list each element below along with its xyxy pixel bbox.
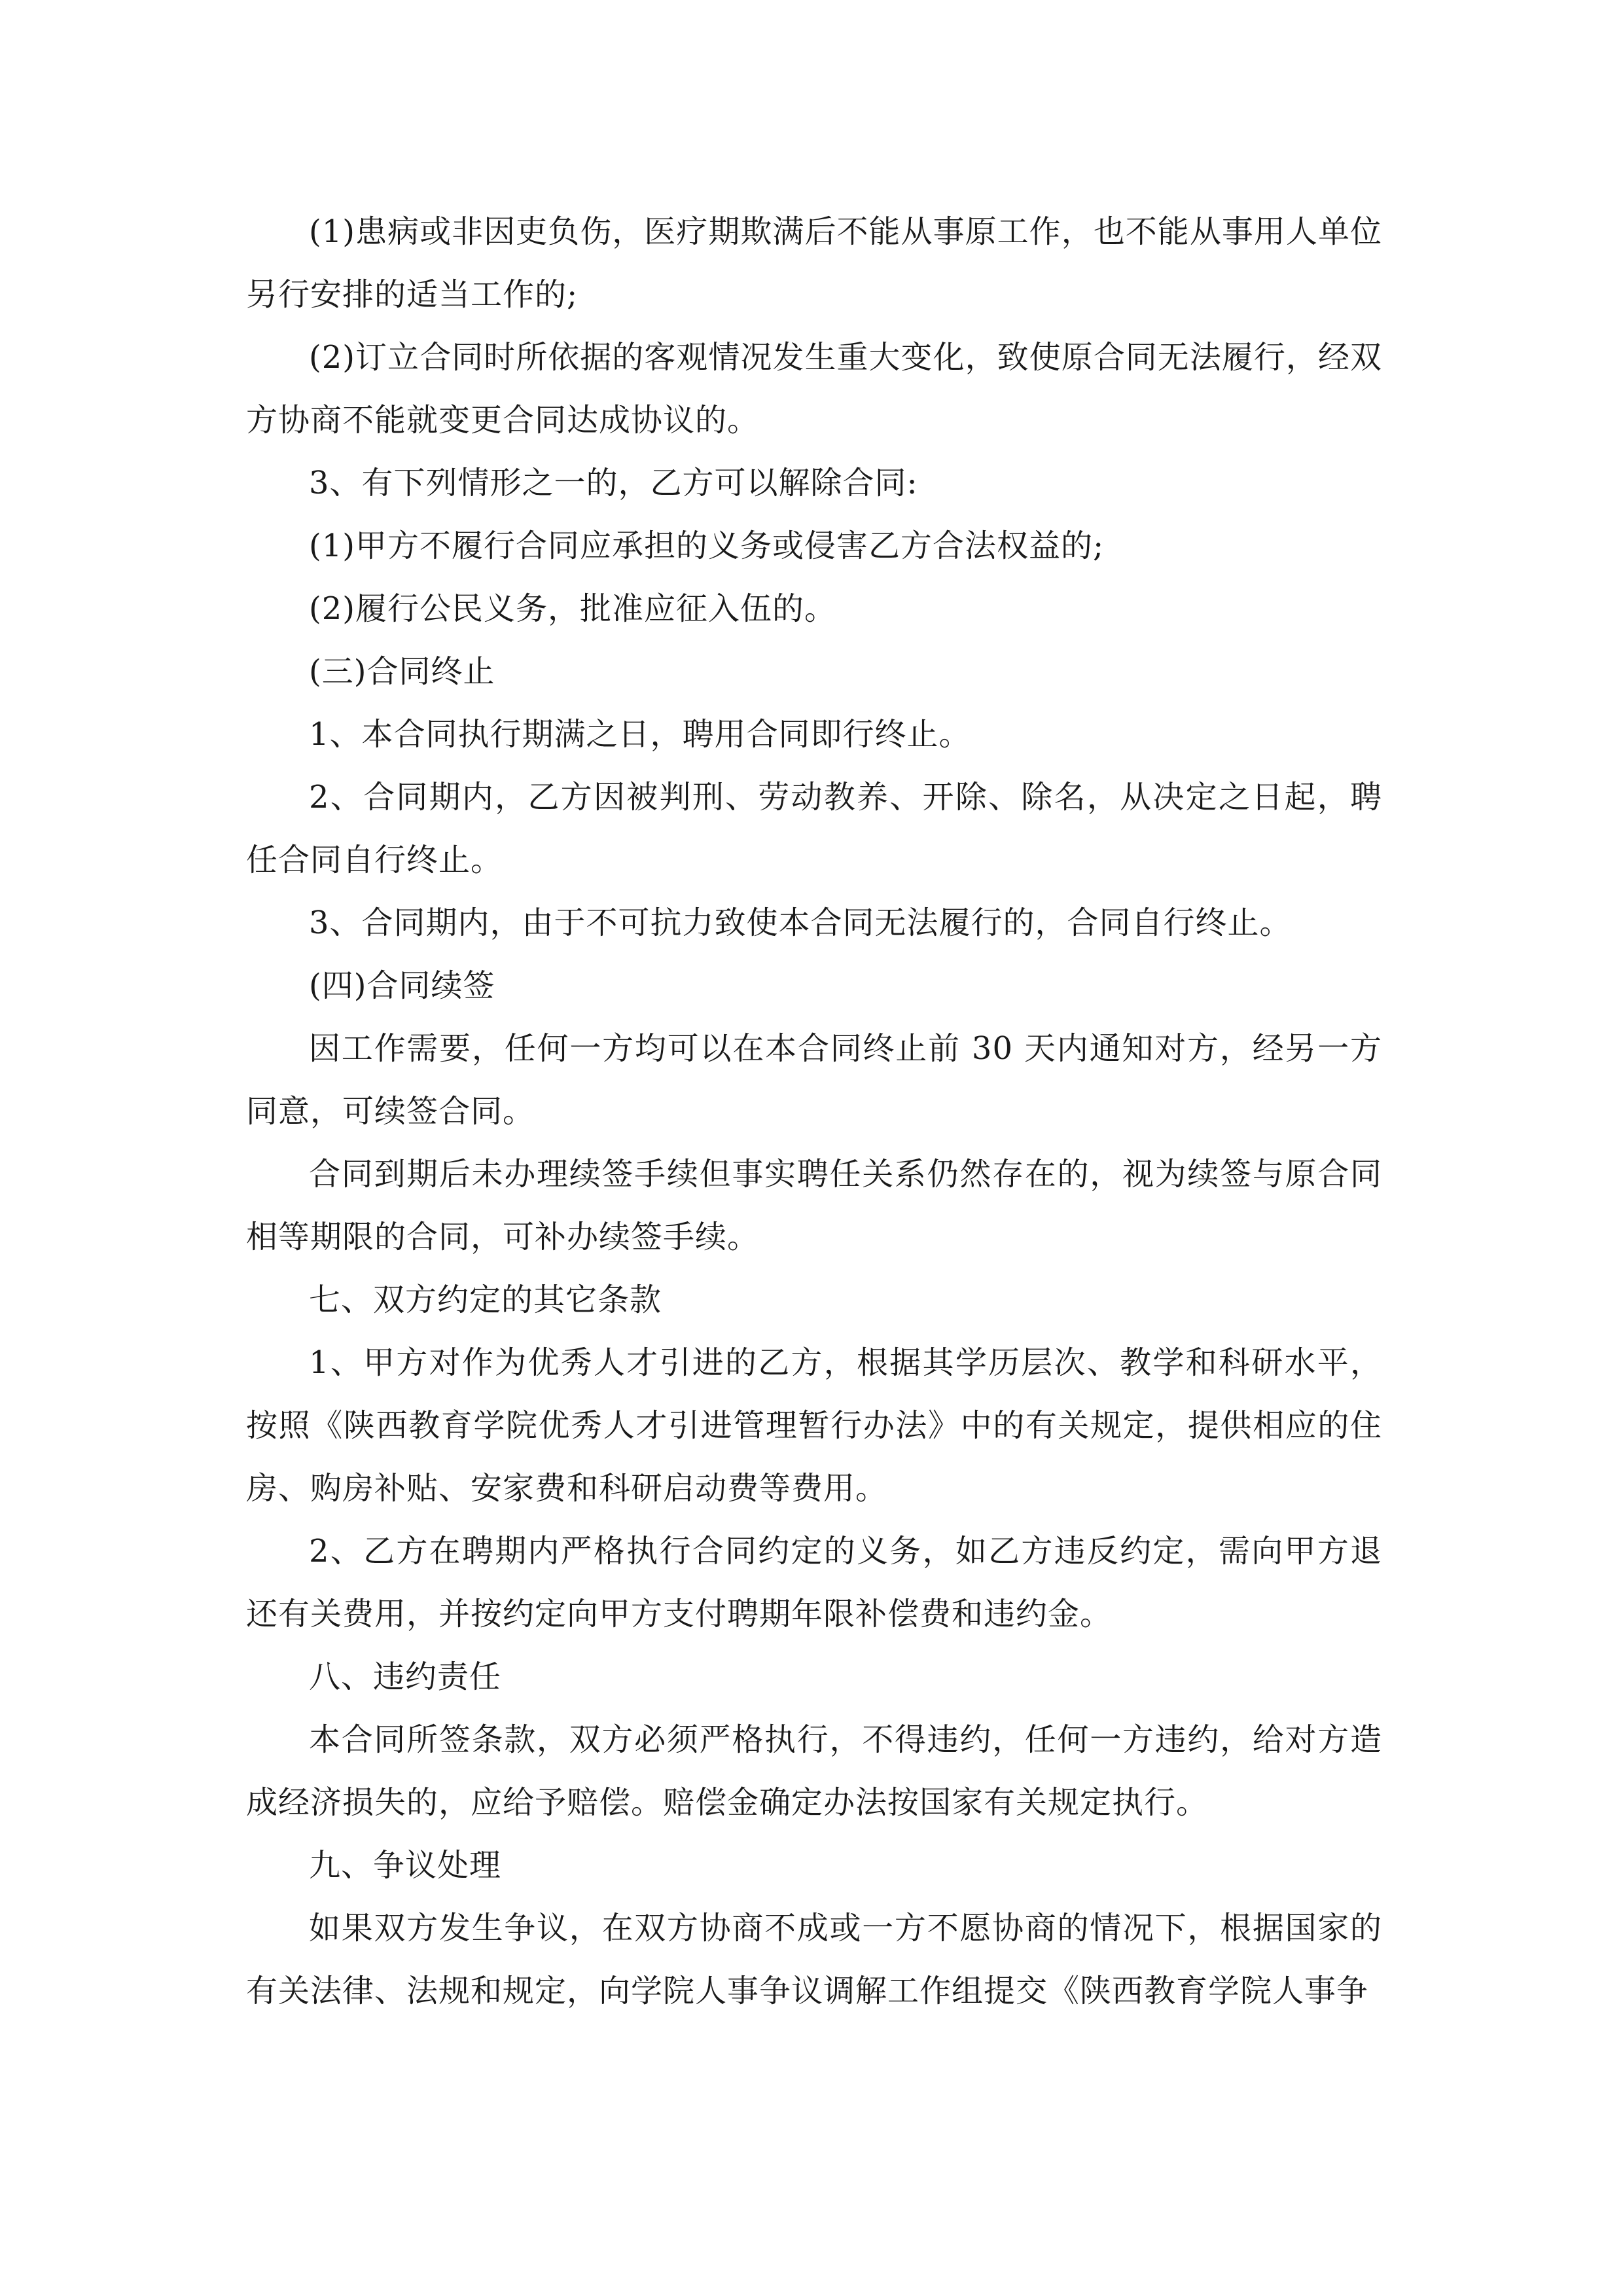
section-heading: 九、争议处理 <box>309 1847 502 1884</box>
paragraph: 如果双方发生争议，在双方协商不成或一方不愿协商的情况下，根据国家的有关法律、法规和规定，向学院人事争议调解工作组提交《陕西教育学院人事争 <box>246 1910 1382 2009</box>
paragraph: (2)订立合同时所依据的客观情况发生重大变化，致使原合同无法履行，经双方协商不能就变更合同达成协议的。 <box>246 339 1382 439</box>
section-heading: 八、违约责任 <box>309 1659 502 1695</box>
paragraph: 合同到期后未办理续签手续但事实聘任关系仍然存在的，视为续签与原合同相等期限的合同，可补办续签手续。 <box>246 1156 1382 1255</box>
paragraph: 1、本合同执行期满之日，聘用合同即行终止。 <box>309 716 971 753</box>
section-heading: (三)合同终止 <box>309 653 495 690</box>
paragraph: 2、合同期内，乙方因被判刑、劳动教养、开除、除名，从决定之日起，聘任合同自行终止。 <box>246 779 1382 878</box>
paragraph: (2)履行公民义务，批准应征入伍的。 <box>309 590 836 627</box>
paragraph: (1)患病或非因吏负伤，医疗期欺满后不能从事原工作，也不能从事用人单位另行安排的适当工作的; <box>246 213 1382 313</box>
paragraph: 本合同所签条款，双方必须严格执行，不得违约，任何一方违约，给对方造成经济损失的，应给予赔偿。赔偿金确定办法按国家有关规定执行。 <box>246 1721 1382 1821</box>
paragraph: 3、有下列情形之一的，乙方可以解除合同: <box>309 465 918 501</box>
paragraph: 因工作需要，任何一方均可以在本合同终止前 30 天内通知对方，经另一方同意，可续签合同。 <box>246 1030 1382 1130</box>
paragraph: 3、合同期内，由于不可抗力致使本合同无法履行的，合同自行终止。 <box>309 905 1292 941</box>
section-heading: 七、双方约定的其它条款 <box>309 1282 662 1318</box>
paragraph: 2、乙方在聘期内严格执行合同约定的义务，如乙方违反约定，需向甲方退还有关费用，并按约定向甲方支付聘期年限补偿费和违约金。 <box>246 1533 1382 1632</box>
document-body <box>246 200 1382 2022</box>
section-heading: (四)合同续签 <box>309 967 495 1004</box>
paragraph: 1、甲方对作为优秀人才引进的乙方，根据其学历层次、教学和科研水平，按照《陕西教育学院优秀人才引进管理暂行办法》中的有关规定，提供相应的住房、购房补贴、安家费和科研启动费等费用。 <box>246 1344 1382 1507</box>
paragraph: (1)甲方不履行合同应承担的义务或侵害乙方合法权益的; <box>309 528 1105 564</box>
